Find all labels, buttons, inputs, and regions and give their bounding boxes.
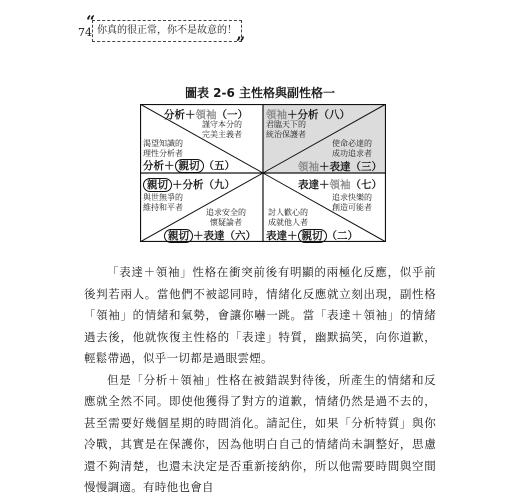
ring-highlight: 親切: [298, 229, 327, 243]
bl-bottom-label: 親切 ＋表達（六）: [164, 228, 256, 243]
tr-top-label: 領袖＋分析（八）: [266, 109, 350, 121]
bl-bottom-desc: 追求安全的 懷疑論者: [206, 208, 246, 227]
body-text: [84, 262, 436, 499]
paragraph-1: 「表達＋領袖」性格在衝突前後有明顯的兩極化反應，似乎前後判若兩人。當他們不被認同時，情緒化反應就立刻出現，副性格「領袖」的情緒和氣勢，會讓你嚇一跳。當「表達＋領袖」的情緒過去後，他就恢復主性格的「表達」特質，幽默搞笑，向你道歉，輕鬆帶過，似乎一切都是過眼雲煙。: [84, 265, 436, 365]
tl-bottom-desc: 渴望知識的 理性分析者: [143, 139, 183, 158]
tr-top-desc: 君臨天下的 統治保護者: [266, 120, 306, 139]
br-bottom-label: 表達＋ 親切 （二）: [266, 230, 358, 242]
ring-highlight: 親切: [164, 229, 193, 243]
tr-bottom-desc: 使命必達的 成功追求者: [332, 139, 372, 158]
close-quote-mark: ”: [236, 33, 246, 52]
personality-quadrant-diagram: [140, 104, 386, 242]
bl-top-desc: 與世無爭的 維持和平者: [143, 193, 183, 212]
tr-bottom-label: 領袖＋表達（三）: [298, 161, 382, 173]
br-bottom-desc: 討人歡心的 成就他人者: [268, 208, 308, 227]
ring-highlight: 親切: [175, 159, 204, 173]
br-top-label: 表達＋領袖（七）: [298, 179, 382, 191]
page-number: 74: [78, 26, 92, 39]
br-top-desc: 追求快樂的 創造可能者: [332, 193, 372, 212]
figure-title: 圖表 2-6 主性格與副性格一: [184, 86, 336, 100]
tl-top-label: 分析＋領袖（一）: [164, 109, 248, 121]
ring-highlight: 親切: [143, 178, 172, 192]
paragraph-2: 但是「分析＋領袖」性格在被錯誤對待後，所產生的情緒和反應就全然不同。即使他獲得了對方的道歉，情緒仍然是過不去的，甚至需要好幾個星期的時間消化。請記住，如果「分析特質」與你冷戰，其實是在保護你，因為他明白自己的情緒尚未調整好，思慮還不夠清楚，也還未決定是否重新接納你，所以他需要時間與空間慢慢調適。有時他也會自: [84, 372, 436, 494]
tl-top-desc: 謹守本分的 完美主義者: [202, 120, 242, 139]
bl-top-label: 親切 ＋分析（九）: [143, 177, 235, 192]
open-quote-mark: “: [86, 12, 96, 31]
tl-bottom-label: 分析＋ 親切 （五）: [143, 160, 235, 172]
running-title: 你真的很正常，你不是故意的！: [92, 20, 242, 42]
